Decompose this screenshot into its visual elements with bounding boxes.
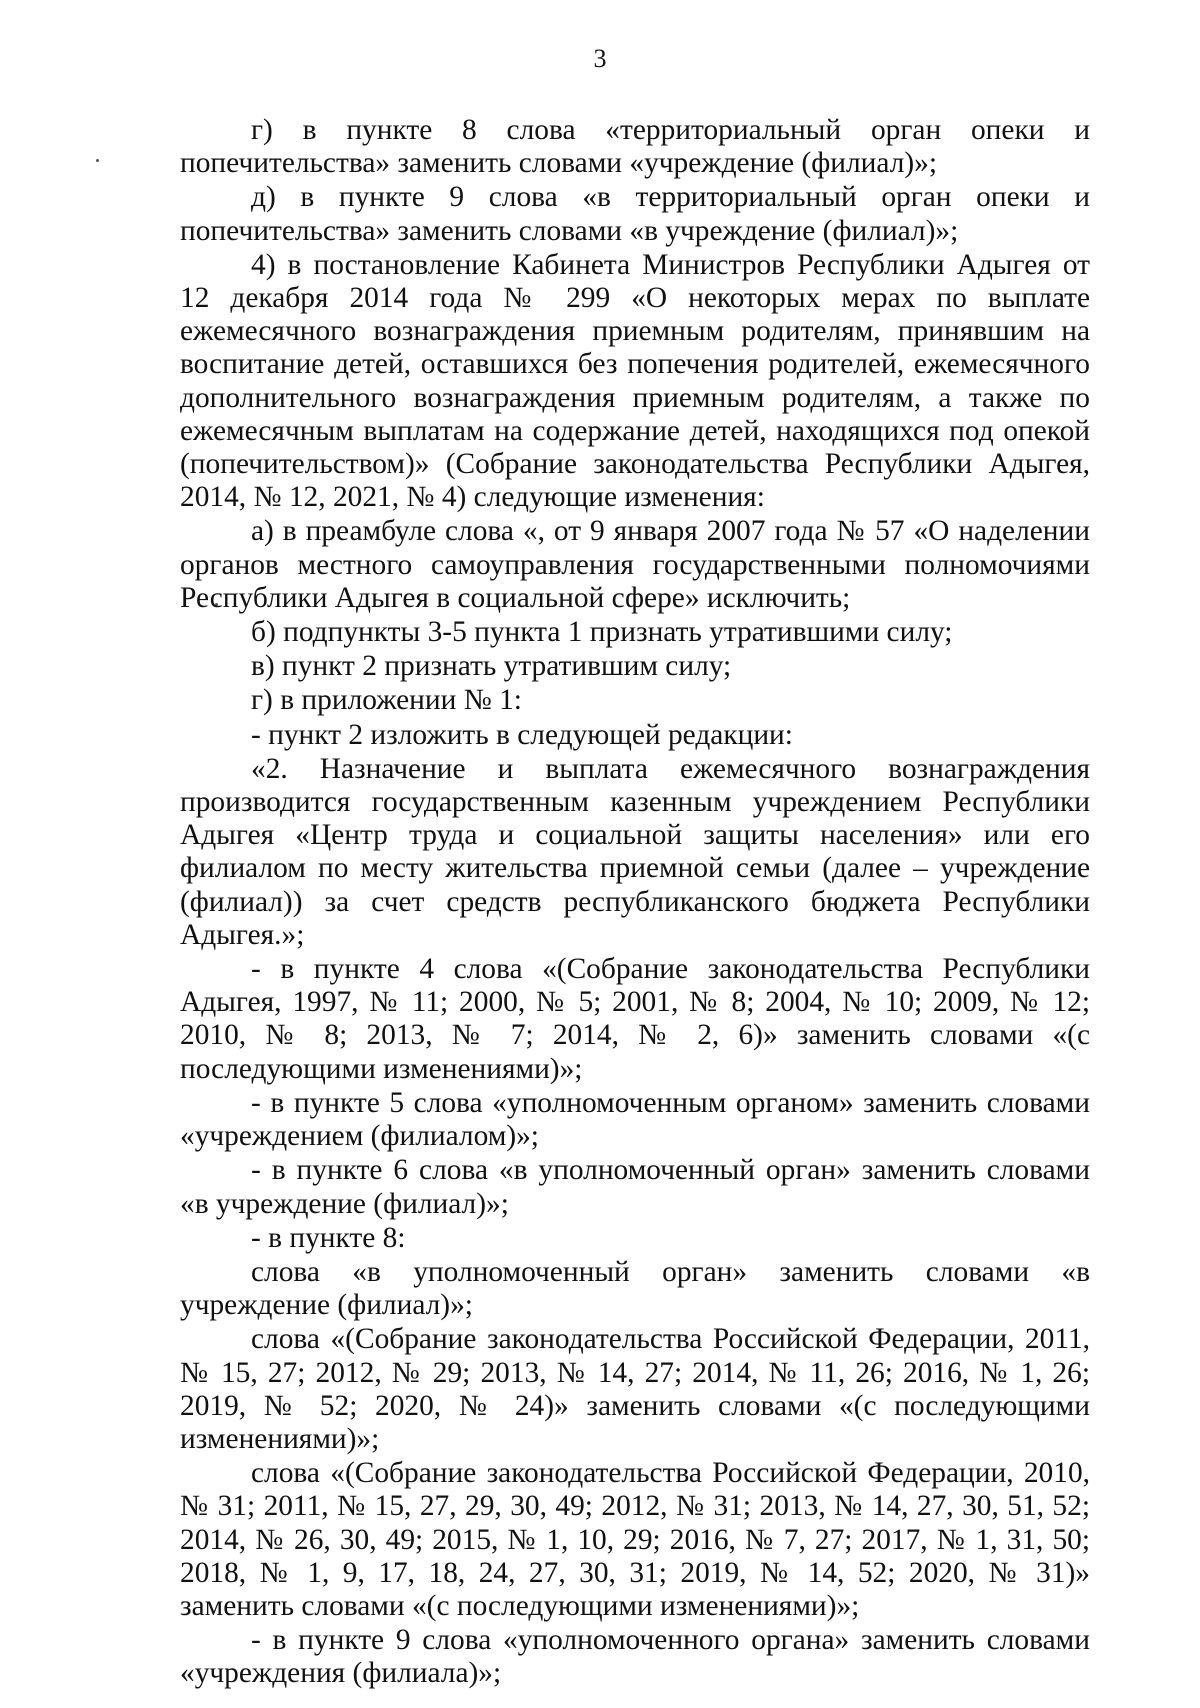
paragraph-v-punkt-2: в) пункт 2 признать утратившим силу; xyxy=(251,650,732,683)
paragraph-g-appendix: г) в приложении № 1: xyxy=(251,684,522,717)
document-body xyxy=(180,114,1090,1691)
paragraph-punkt-8-words-1: слова «в уполномоченный орган» заменить словами «в учреждение (филиал)»; xyxy=(180,1255,1090,1322)
paragraph-new-punkt-2: «2. Назначение и выплата ежемесячного вознаграждения производится государственным казенным учреждением Республики Адыгея «Центр труда и социальной защиты населения» или его филиалом по месту жительства приемной семьи (далее – учреждение (филиал)) за счет средств республиканского бюджета Республики Адыгея.»; xyxy=(180,752,1090,951)
paragraph-punkt-5: - в пункте 5 слова «уполномоченным органом» заменить словами «учреждением (филиалом)»; xyxy=(180,1086,1090,1153)
paragraph-punkt-8-words-2: слова «(Собрание законодательства Российской Федерации, 2011, № 15, 27; 2012, № 29; 2013, № 14, 27; 2014, № 11, 26; 2016, № 1, 26; 2019, № 52; 2020, № 24)» заменить словами «(с последующими изменениями)»; xyxy=(180,1323,1090,1455)
paragraph-punkt-2-edit: - пункт 2 изложить в следующей редакции: xyxy=(251,718,793,751)
paragraph-d-punkt-9: д) в пункте 9 слова «в территориальный орган опеки и попечительства» заменить словами «в учреждение (филиал)»; xyxy=(180,181,1090,247)
paragraph-punkt-8-words-3: слова «(Собрание законодательства Российской Федерации, 2010, № 31; 2011, № 15, 27, 29, 30, 49; 2012, № 31; 2013, № 14, 27, 30, 51, 52; 2014, № 26, 30, 49; 2015, № 1, 10, 29; 2016, № 7, 27; 2017, № 1, 31, 50; 2018, № 1, 9, 17, 18, 24, 27, 30, 31; 2019, № 14, 52; 2020, № 31)» заменить словами «(с последующими изменениями)»; xyxy=(180,1457,1090,1622)
paragraph-punkt-6: - в пункте 6 слова «в уполномоченный орган» заменить словами «в учреждение (филиал)»; xyxy=(180,1154,1090,1220)
paragraph-punkt-4: - в пункте 4 слова «(Собрание законодательства Республики Адыгея, 1997, № 11; 2000, № 5; 2001, № 8; 2004, № 10; 2009, № 12; 2010, № 8; 2013, № 7; 2014, № 2, 6)» заменить словами «(с последующими изменениями)»; xyxy=(180,953,1090,1085)
paragraph-b-subitems: б) подпункты 3-5 пункта 1 признать утратившими силу; xyxy=(251,616,953,649)
paragraph-g-punkt-8: г) в пункте 8 слова «территориальный орган опеки и попечительства» заменить словами «учреждение (филиал)»; xyxy=(180,114,1090,180)
paragraph-item-4: 4) в постановление Кабинета Министров Республики Адыгея от 12 декабря 2014 года № 299 «О некоторых мерах по выплате ежемесячного вознаграждения приемным родителям, принявшим на воспитание детей, оставшихся без попечения родителей, ежемесячного дополнительного вознаграждения приемным родителям, а также по ежемесячным выплатам на содержание детей, находящихся под опекой (попечительством)» (Собрание законодательства Республики Адыгея, 2014, № 12, 2021, № 4) следующие изменения: xyxy=(180,248,1090,514)
page-number: 3 xyxy=(593,44,607,73)
paragraph-punkt-8: - в пункте 8: xyxy=(251,1221,406,1254)
paragraph-a-preamble: а) в преамбуле слова «, от 9 января 2007 года № 57 «О наделении органов местного самоуправления государственными полномочиями Республики Адыгея в социальной сфере» исключить; xyxy=(180,515,1090,614)
paragraph-punkt-9: - в пункте 9 слова «уполномоченного органа» заменить словами «учреждения (филиала)»; xyxy=(180,1624,1090,1690)
scan-speck xyxy=(96,159,99,162)
